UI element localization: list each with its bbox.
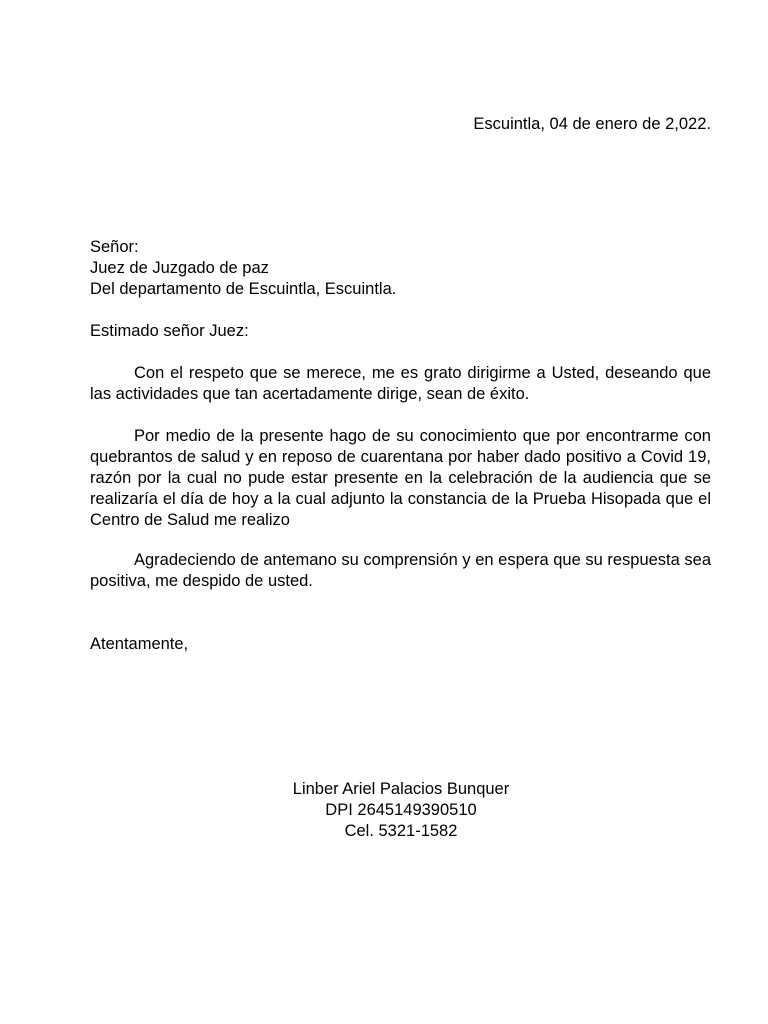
- signature-phone: Cel. 5321-1582: [344, 822, 458, 840]
- signature-block: [0, 779, 768, 842]
- addressee-line-2: Del departamento de Escuintla, Escuintla.: [90, 280, 397, 298]
- date-line: Escuintla, 04 de enero de 2,022.: [473, 115, 711, 133]
- greeting: Estimado señor Juez:: [90, 322, 249, 340]
- addressee-block: [90, 237, 396, 300]
- signature-name: Linber Ariel Palacios Bunquer: [292, 780, 510, 798]
- addressee-salutation: Señor:: [90, 238, 139, 256]
- addressee-line-1: Juez de Juzgado de paz: [90, 259, 269, 277]
- body-paragraph-2: Por medio de la presente hago de su conocimiento que por encontrarme con quebrantos de salud y en reposo de cuarentana por haber dado positivo a Covid 19, razón por la cual no pude estar presente en la celebración de la audiencia que se realizaría el día de hoy a la cual adjunto la constancia de la Prueba Hisopada que el Centro de Salud me realizo: [90, 427, 711, 529]
- body-paragraph-3: Agradeciendo de antemano su comprensión y en espera que su respuesta sea positiva, me despido de usted.: [90, 551, 711, 590]
- closing: Atentamente,: [90, 635, 189, 653]
- signature-dpi: DPI 2645149390510: [325, 801, 477, 819]
- body-paragraph-1: Con el respeto que se merece, me es grato dirigirme a Usted, deseando que las actividades que tan acertadamente dirige, sean de éxito.: [90, 364, 711, 403]
